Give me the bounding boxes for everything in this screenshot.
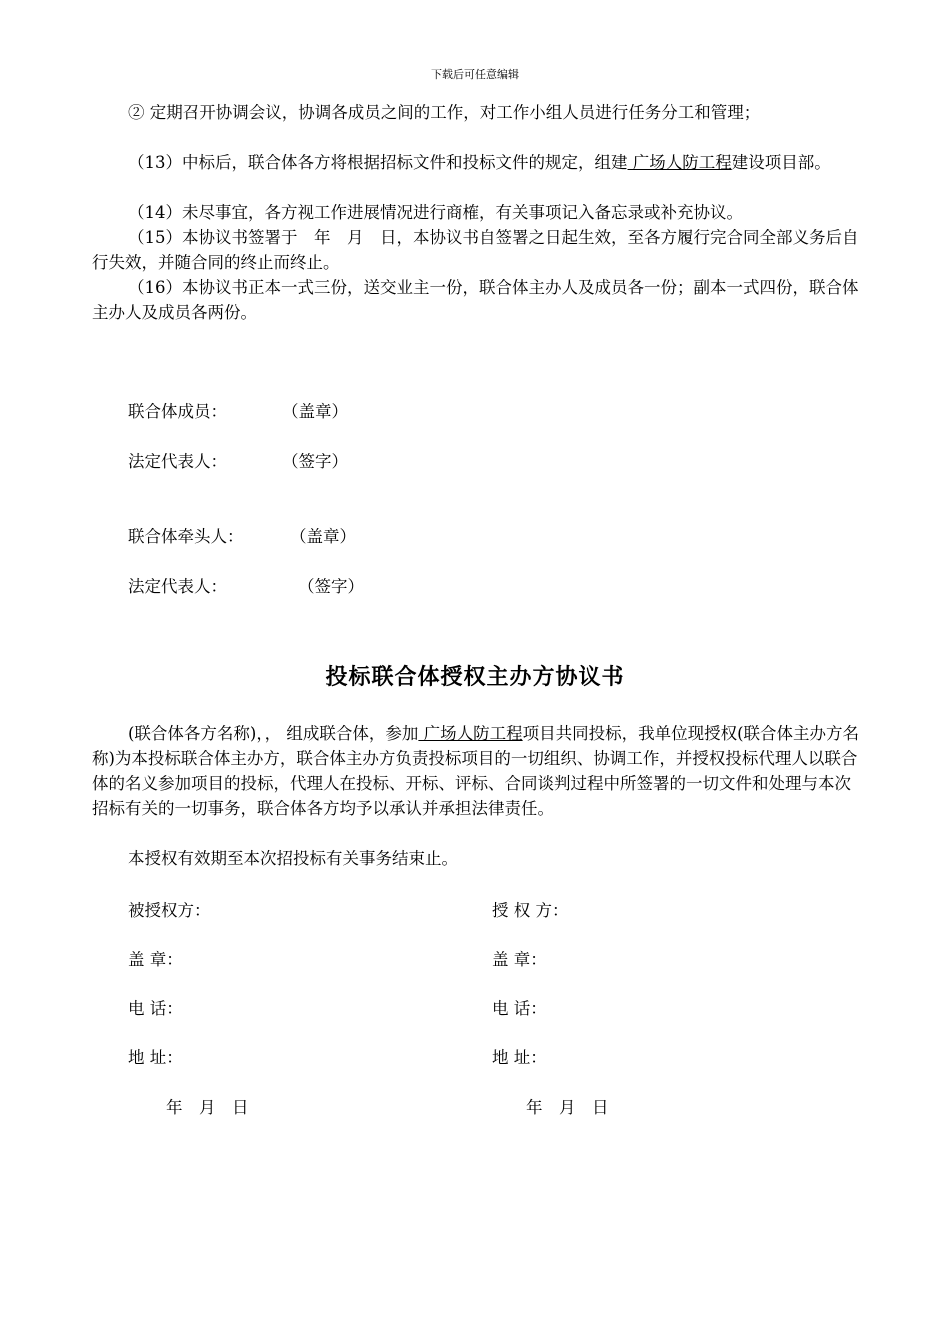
auth-project-name-underlined: 广场人防工程 bbox=[418, 724, 523, 743]
validity-paragraph: 本授权有效期至本次招投标有关事务结束止。 bbox=[128, 849, 458, 868]
left-seal-label: 盖 章： bbox=[128, 950, 183, 969]
auth-text-a: (联合体各方名称)，， 组成联合体，参加 bbox=[128, 724, 419, 743]
page-header: 下载后可任意编辑 bbox=[431, 68, 519, 81]
member-label: 联合体成员： bbox=[128, 402, 227, 421]
leader-seal: （盖章） bbox=[290, 527, 356, 546]
authorized-party-label: 被授权方： bbox=[128, 901, 211, 920]
legal-rep-sign-1: （签字） bbox=[282, 452, 348, 471]
right-phone-label: 电 话： bbox=[492, 999, 547, 1018]
leader-label: 联合体牵头人： bbox=[128, 527, 244, 546]
project-name-underlined: 广场人防工程 bbox=[627, 153, 732, 172]
left-date: 年 月 日 bbox=[166, 1098, 249, 1117]
auth-text-b: 项目共同投标，我单位现授权(联合体主办方名称)为本投标联合体主办方，联合体主办方负责投标项目的一切组织、协调工作，并授权投标代理人以联合体的名义参加项目的投标，代理人在投标、开标、评标、合同谈判过程中所签署的一切文件和处理与本次招标有关的一切事务，联合体各方均予以承认并承担法律责任。 bbox=[92, 724, 860, 818]
authorization-paragraph bbox=[92, 721, 860, 821]
legal-rep-sign-2: （签字） bbox=[298, 577, 364, 596]
clause-16: （16）本协议书正本一式三份，送交业主一份，联合体主办人及成员各一份；副本一式四份，联合体主办人及成员各两份。 bbox=[92, 278, 859, 322]
clause-14: （14）未尽事宜，各方视工作进展情况进行商榷，有关事项记入备忘录或补充协议。 bbox=[128, 203, 743, 222]
clause-circle-2: ② 定期召开协调会议，协调各成员之间的工作，对工作小组人员进行任务分工和管理； bbox=[128, 103, 761, 122]
member-seal: （盖章） bbox=[282, 402, 348, 421]
clause-13 bbox=[92, 150, 860, 175]
section-title: 投标联合体授权主办方协议书 bbox=[325, 664, 625, 690]
legal-rep-label-2: 法定代表人： bbox=[128, 577, 227, 596]
left-phone-label: 电 话： bbox=[128, 999, 183, 1018]
left-address-label: 地 址： bbox=[128, 1048, 183, 1067]
legal-rep-label-1: 法定代表人： bbox=[128, 452, 227, 471]
authorizer-party-label: 授 权 方： bbox=[492, 901, 569, 920]
right-date: 年 月 日 bbox=[526, 1098, 609, 1117]
right-seal-label: 盖 章： bbox=[492, 950, 547, 969]
clause-13-text-a: （13）中标后，联合体各方将根据招标文件和投标文件的规定，组建 bbox=[128, 153, 628, 172]
clause-15: （15）本协议书签署于 年 月 日，本协议书自签署之日起生效，至各方履行完合同全部义务后自行失效，并随合同的终止而终止。 bbox=[92, 228, 859, 272]
right-address-label: 地 址： bbox=[492, 1048, 547, 1067]
clause-13-text-b: 建设项目部。 bbox=[731, 153, 831, 172]
